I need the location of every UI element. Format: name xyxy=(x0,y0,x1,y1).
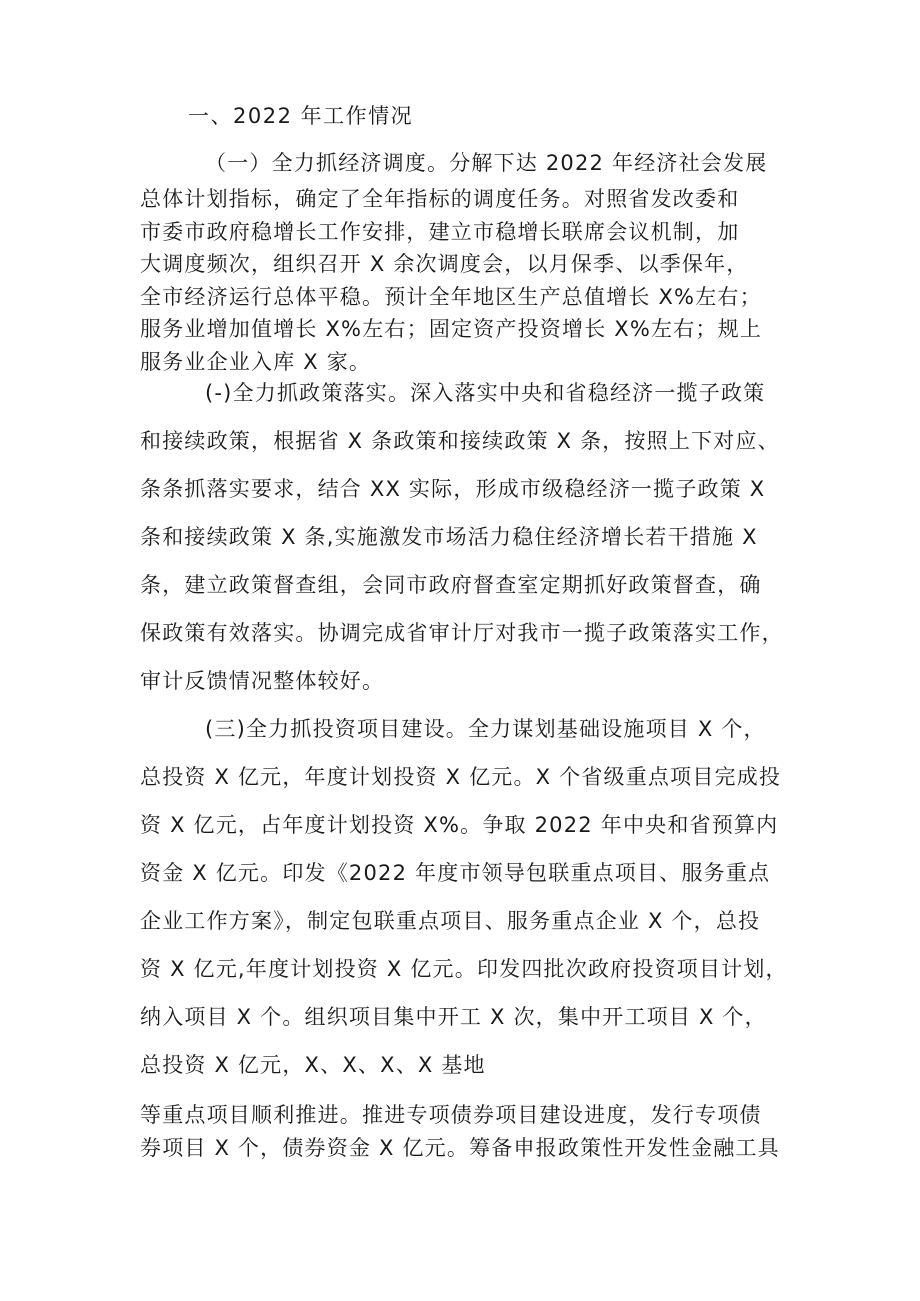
paragraph-3-line-6: 资 X 亿元,年度计划投资 X 亿元。印发四批次政府投资项目计划， xyxy=(140,957,788,981)
paragraph-1-line-5: 全市经济运行总体平稳。预计全年地区生产总值增长 X%左右； xyxy=(140,285,762,309)
paragraph-1-line-4: 大调度频次，组织召开 X 余次调度会，以月保季、以季保年， xyxy=(140,252,749,276)
paragraph-3-line-1: (三)全力抓投资项目建设。全力谋划基础设施项目 X 个， xyxy=(205,717,766,741)
section-heading: 一、2022 年工作情况 xyxy=(188,104,414,128)
paragraph-3-line-5: 企业工作方案》，制定包联重点项目、服务重点企业 X 个，总投 xyxy=(140,909,761,933)
paragraph-3-line-8: 总投资 X 亿元，X、X、X、X 基地 xyxy=(140,1053,486,1077)
paragraph-2-line-1: (-)全力抓政策落实。深入落实中央和省稳经济一揽子政策 xyxy=(205,381,766,405)
paragraph-2-line-7: 审计反馈情况整体较好。 xyxy=(140,669,385,693)
paragraph-4-line-2: 券项目 X 个，债券资金 X 亿元。筹备申报政策性开发性金融工具 xyxy=(140,1136,780,1160)
paragraph-3-line-2: 总投资 X 亿元，年度计划投资 X 亿元。X 个省级重点项目完成投 xyxy=(140,765,782,789)
paragraph-4-line-1: 等重点项目顺利推进。推进专项债券项目建设进度，发行专项债 xyxy=(140,1103,762,1127)
paragraph-3-line-3: 资 X 亿元，占年度计划投资 X%。争取 2022 年中央和省预算内 xyxy=(140,813,779,837)
paragraph-2-line-2: 和接续政策，根据省 X 条政策和接续政策 X 条，按照上下对应、 xyxy=(140,429,780,453)
paragraph-1-line-6: 服务业增加值增长 X%左右；固定资产投资增长 X%左右；规上 xyxy=(140,317,763,341)
paragraph-1-line-1: （一）全力抓经济调度。分解下达 2022 年经济社会发展 xyxy=(205,151,768,175)
paragraph-2-line-4: 条和接续政策 X 条,实施激发市场活力稳住经济增长若干措施 X xyxy=(140,525,758,549)
paragraph-1-line-3: 市委市政府稳增长工作安排，建立市稳增长联席会议机制，加 xyxy=(140,220,740,244)
paragraph-2-line-6: 保政策有效落实。协调完成省审计厅对我市一揽子政策落实工作， xyxy=(140,621,784,645)
paragraph-3-line-4: 资金 X 亿元。印发《2022 年度市领导包联重点项目、服务重点 xyxy=(140,861,771,885)
paragraph-2-line-3: 条条抓落实要求，结合 XX 实际，形成市级稳经济一揽子政策 X xyxy=(140,477,766,501)
paragraph-1-line-7: 服务业企业入库 X 家。 xyxy=(140,350,372,374)
paragraph-3-line-7: 纳入项目 X 个。组织项目集中开工 X 次，集中开工项目 X 个， xyxy=(140,1005,767,1029)
paragraph-1-line-2: 总体计划指标，确定了全年指标的调度任务。对照省发改委和 xyxy=(140,187,740,211)
paragraph-2-line-5: 条，建立政策督查组，会同市政府督查室定期抓好政策督查，确 xyxy=(140,573,762,597)
